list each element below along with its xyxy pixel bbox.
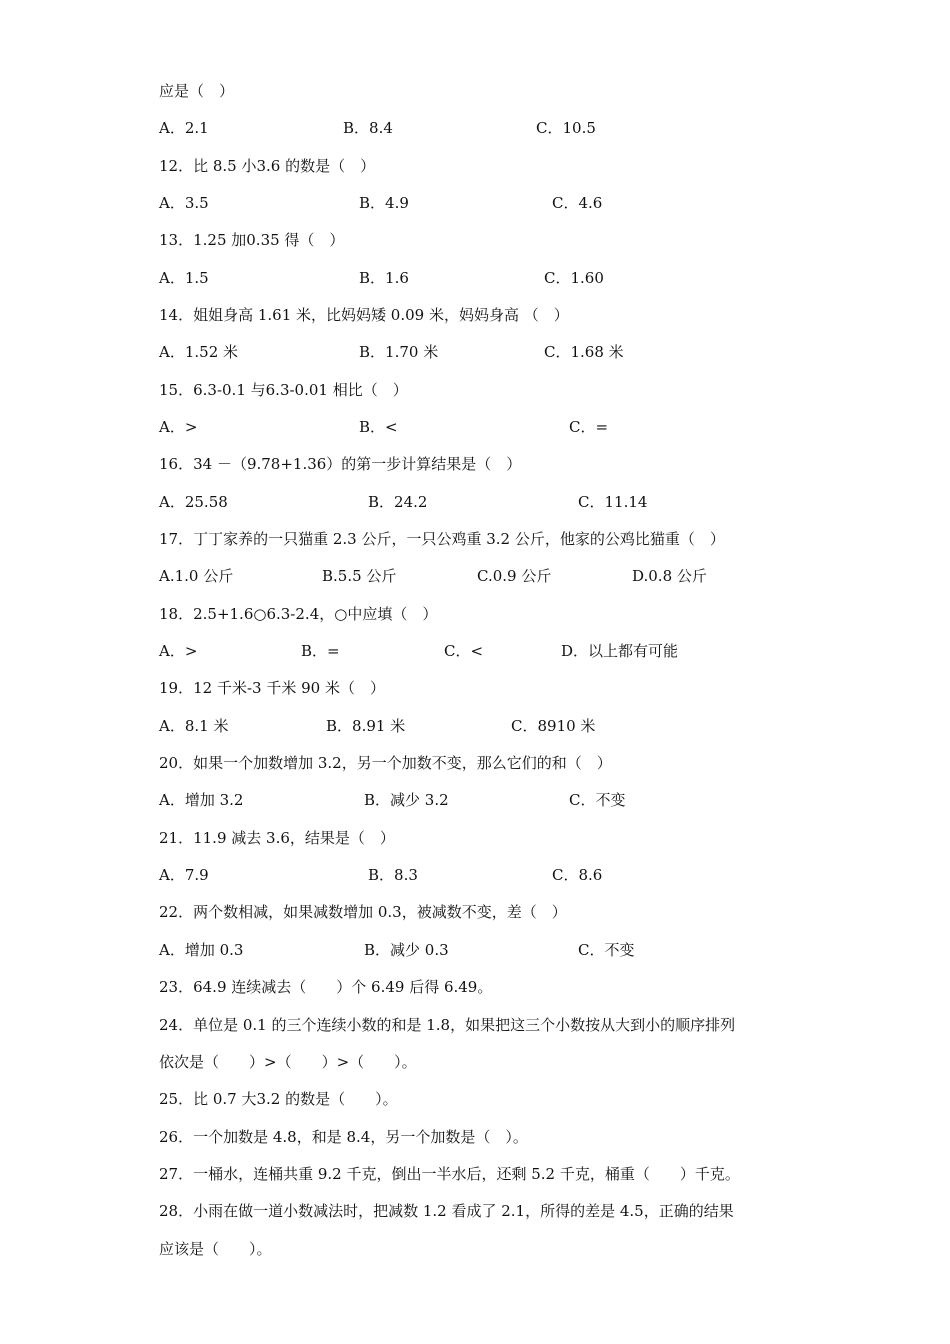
- question-text: 应是（ ）: [159, 82, 235, 100]
- option-a: A．2.1: [159, 119, 209, 137]
- option-c: C．8.6: [552, 866, 603, 884]
- question-15: 15．6.3-0.1 与6.3-0.01 相比（ ）: [159, 381, 408, 399]
- option-c: C．4.6: [552, 194, 603, 212]
- option-b: B．减少 3.2: [364, 791, 449, 809]
- option-c: C．11.14: [578, 493, 648, 511]
- question-19: 19．12 千米-3 千米 90 米（ ）: [159, 679, 385, 697]
- question-25: 25．比 0.7 大3.2 的数是（ ）。: [159, 1090, 398, 1108]
- question-12: 12．比 8.5 小3.6 的数是（ ）: [159, 157, 376, 175]
- option-b: B．8.91 米: [326, 717, 406, 735]
- question-24-continued: 依次是（ ）>（ ）>（ ）。: [159, 1053, 417, 1071]
- question-20: 20．如果一个加数增加 3.2，另一个加数不变，那么它们的和（ ）: [159, 754, 612, 772]
- option-a: A．8.1 米: [159, 717, 229, 735]
- question-23: 23．64.9 连续减去（ ）个 6.49 后得 6.49。: [159, 978, 493, 996]
- question-26: 26．一个加数是 4.8，和是 8.4，另一个加数是（ ）。: [159, 1128, 528, 1146]
- option-c: C．1.68 米: [544, 343, 624, 361]
- option-d: D．以上都有可能: [561, 642, 679, 660]
- question-21: 21．11.9 减去 3.6，结果是（ ）: [159, 829, 395, 847]
- option-c: C．8910 米: [511, 717, 596, 735]
- option-c: C．10.5: [536, 119, 596, 137]
- option-b: B．减少 0.3: [364, 941, 449, 959]
- option-a: A．>: [159, 642, 198, 660]
- option-b: B．4.9: [359, 194, 409, 212]
- option-a: A．1.5: [159, 269, 209, 287]
- question-13: 13．1.25 加0.35 得（ ）: [159, 231, 345, 249]
- option-b: B．1.6: [359, 269, 409, 287]
- question-27: 27．一桶水，连桶共重 9.2 千克，倒出一半水后，还剩 5.2 千克，桶重（ ）千克。: [159, 1165, 740, 1183]
- option-a: A．1.52 米: [159, 343, 238, 361]
- option-a: A．>: [159, 418, 198, 436]
- option-c: C.0.9 公斤: [477, 567, 552, 585]
- option-a: A．7.9: [159, 866, 209, 884]
- option-a: A．25.58: [159, 493, 228, 511]
- question-28-continued: 应该是（ ）。: [159, 1240, 272, 1258]
- question-22: 22．两个数相减，如果减数增加 0.3，被减数不变，差（ ）: [159, 903, 567, 921]
- option-c: C．不变: [578, 941, 635, 959]
- option-a: A.1.0 公斤: [159, 567, 234, 585]
- question-14: 14．姐姐身高 1.61 米，比妈妈矮 0.09 米，妈妈身高 （ ）: [159, 306, 569, 324]
- option-a: A．增加 3.2: [159, 791, 244, 809]
- option-b: B．=: [301, 642, 340, 660]
- option-b: B.5.5 公斤: [322, 567, 397, 585]
- option-a: A．增加 0.3: [159, 941, 244, 959]
- question-16: 16．34 －（9.78+1.36）的第一步计算结果是（ ）: [159, 455, 522, 473]
- option-b: B．24.2: [368, 493, 428, 511]
- option-a: A．3.5: [159, 194, 209, 212]
- question-24: 24．单位是 0.1 的三个连续小数的和是 1.8，如果把这三个小数按从大到小的顺序排列: [159, 1016, 736, 1034]
- option-b: B．8.3: [368, 866, 418, 884]
- option-c: C．<: [444, 642, 484, 660]
- option-d: D.0.8 公斤: [632, 567, 707, 585]
- question-18: 18．2.5+1.6○6.3-2.4，○中应填（ ）: [159, 605, 438, 623]
- option-c: C．1.60: [544, 269, 604, 287]
- option-b: B．8.4: [343, 119, 393, 137]
- option-b: B．1.70 米: [359, 343, 439, 361]
- question-17: 17．丁丁家养的一只猫重 2.3 公斤，一只公鸡重 3.2 公斤，他家的公鸡比猫重（ ）: [159, 530, 725, 548]
- option-c: C．不变: [569, 791, 626, 809]
- option-c: C．=: [569, 418, 609, 436]
- question-28: 28．小雨在做一道小数减法时，把减数 1.2 看成了 2.1，所得的差是 4.5，正确的结果: [159, 1202, 734, 1220]
- option-b: B．<: [359, 418, 398, 436]
